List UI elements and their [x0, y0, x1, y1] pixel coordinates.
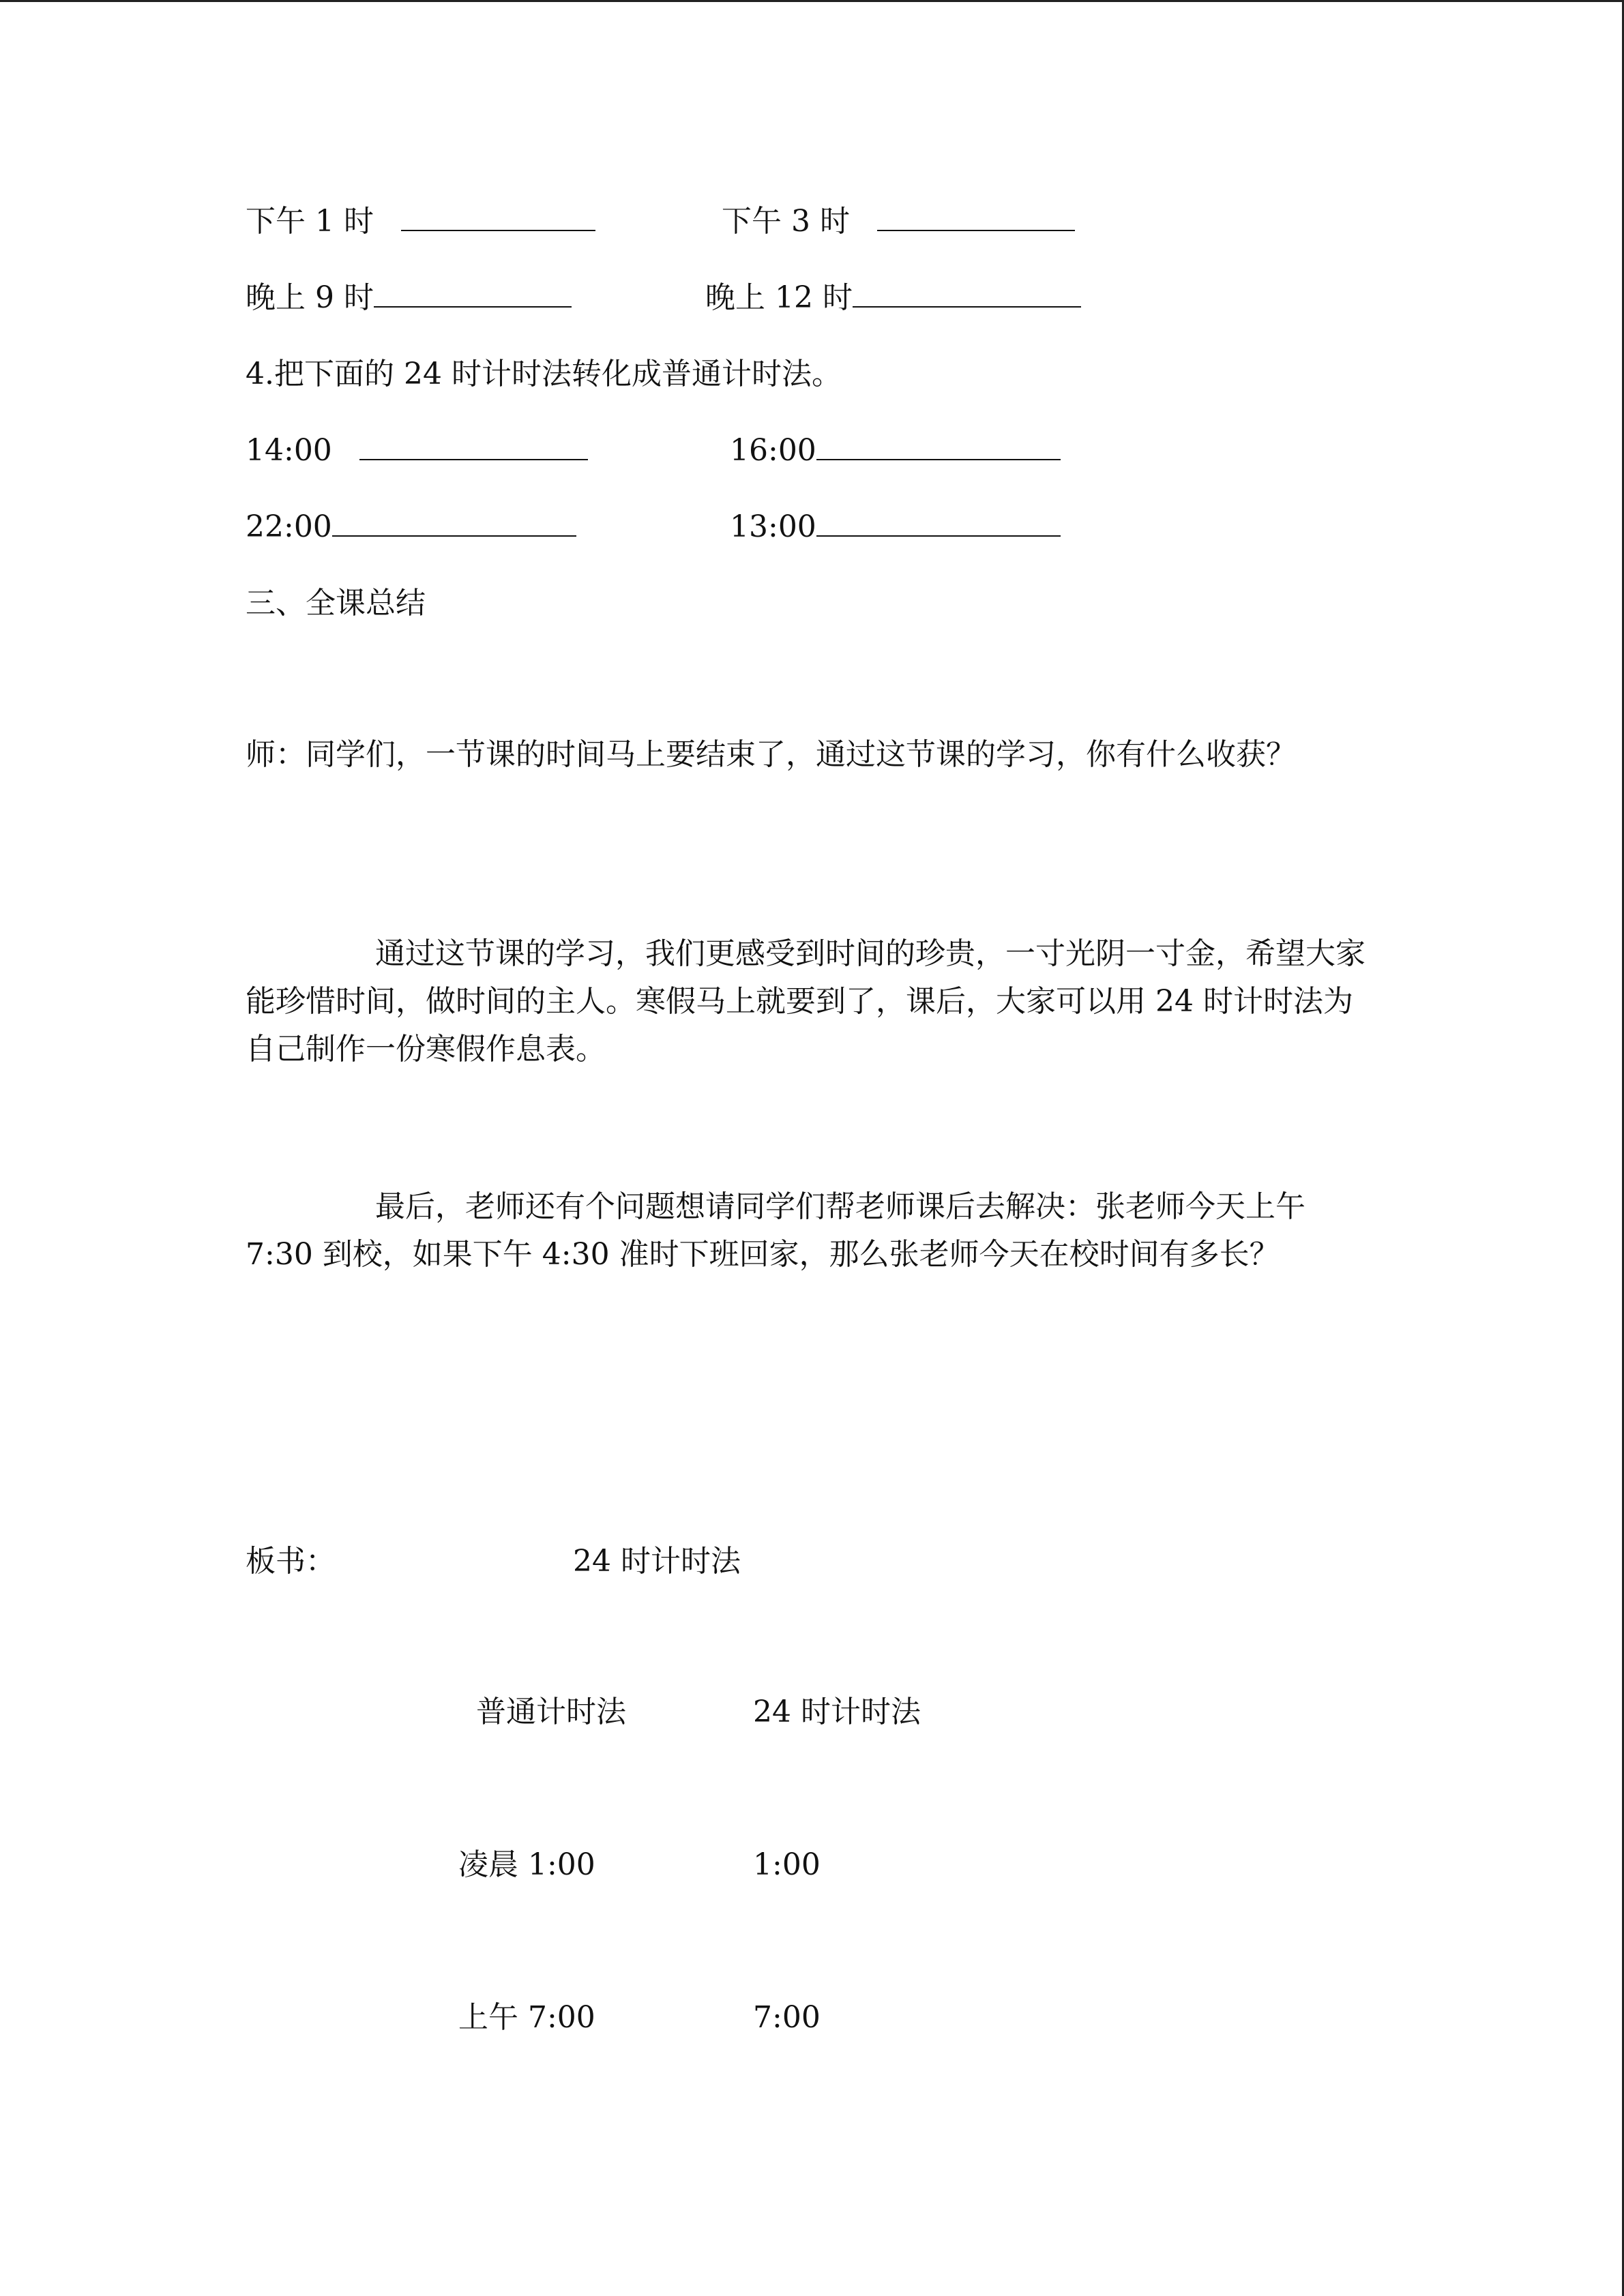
answer-blank[interactable] — [374, 276, 572, 308]
exercise-item: 晚上 12 时 — [705, 274, 1081, 322]
answer-blank[interactable] — [332, 505, 576, 537]
teacher-question: 师：同学们，一节课的时间马上要结束了，通过这节课的学习，你有什么收获？ — [246, 737, 1296, 772]
summary-paragraph: 通过这节课的学习，我们更感受到时间的珍贵，一寸光阴一寸金，希望大家能珍惜时间，做时间的主人。寒假马上就要到了，课后，大家可以用 24 时计时法为自己制作一份寒假作息表。 — [246, 936, 1365, 1067]
exercise-item: 13:00 — [730, 503, 1061, 551]
answer-blank[interactable] — [816, 505, 1061, 537]
answer-blank[interactable] — [877, 200, 1075, 231]
answer-blank[interactable] — [359, 429, 588, 460]
exercise-item: 下午 3 时 — [722, 198, 1075, 245]
exercise-item: 晚上 9 时 — [246, 274, 572, 322]
board-header-ordinary: 普通计时法 — [476, 1695, 626, 1729]
board-cell-ordinary: 上午 7:00 — [458, 2000, 595, 2035]
exercise-item: 下午 1 时 — [246, 198, 595, 245]
exercise-item: 16:00 — [730, 427, 1061, 475]
board-cell-24h: 1:00 — [753, 1847, 821, 1882]
board-header-24h: 24 时计时法 — [753, 1695, 921, 1729]
board-cell-24h: 7:00 — [753, 2000, 821, 2035]
exercise-item: 22:00 — [246, 503, 576, 551]
section-heading: 三、全课总结 — [246, 586, 426, 621]
exercise-item: 14:00 — [246, 427, 588, 475]
answer-blank[interactable] — [816, 429, 1061, 460]
board-title: 24 时计时法 — [573, 1544, 741, 1579]
closing-question: 最后，老师还有个问题想请同学们帮老师课后去解决：张老师今天上午 7:30 到校，如果下午 4:30 准时下班回家，那么张老师今天在校时间有多长？ — [246, 1189, 1305, 1272]
exercise-4-title: 4.把下面的 24 时计时法转化成普通计时法。 — [246, 357, 842, 391]
board-label: 板书： — [246, 1544, 336, 1579]
board-cell-ordinary: 凌晨 1:00 — [458, 1847, 595, 1882]
answer-blank[interactable] — [853, 276, 1081, 308]
answer-blank[interactable] — [401, 200, 595, 231]
